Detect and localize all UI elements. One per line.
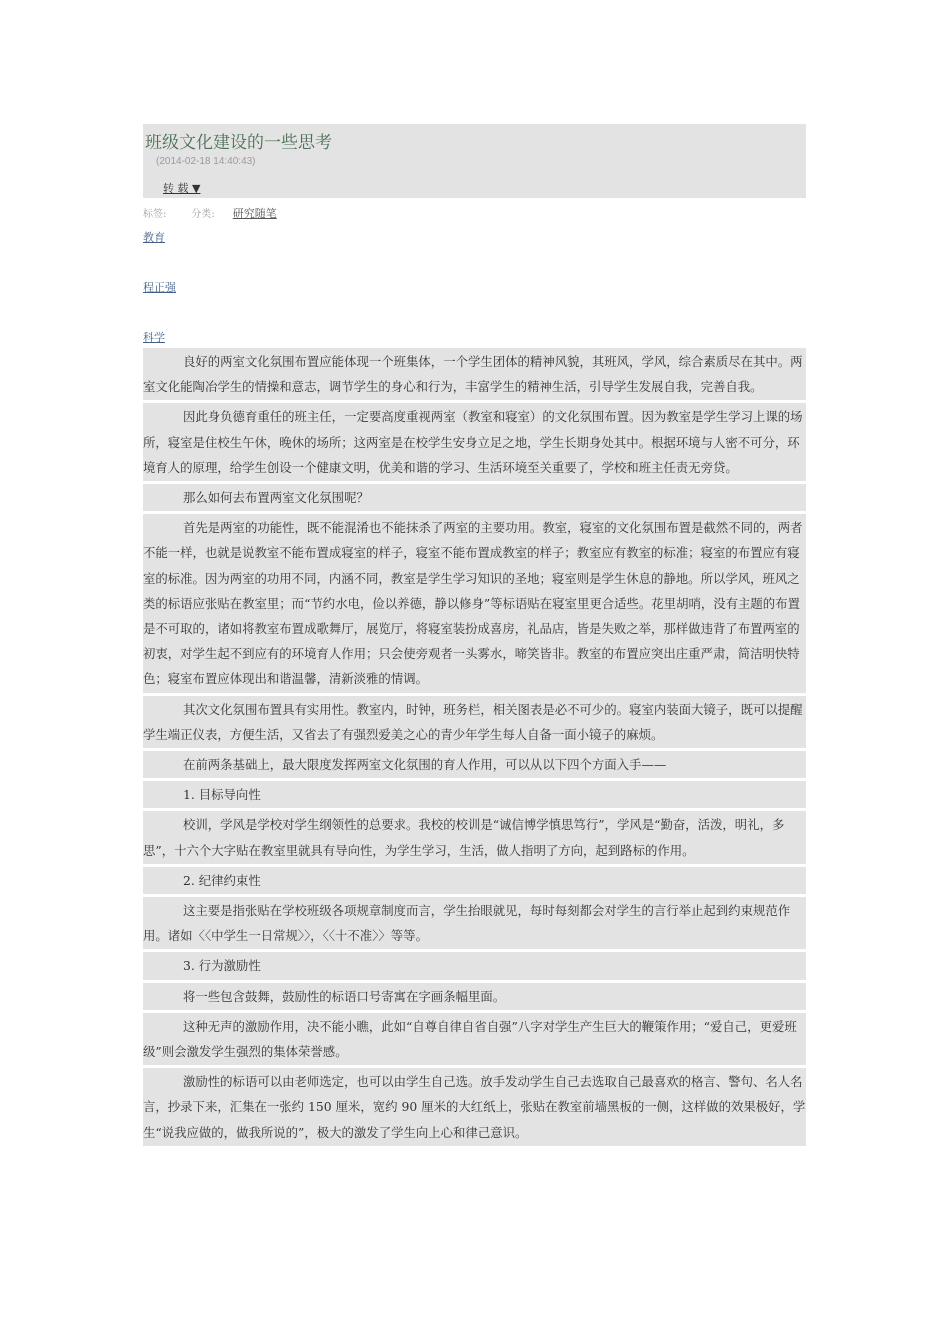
article-header xyxy=(143,124,806,198)
repost-button[interactable]: 转 载 ▼ xyxy=(163,182,201,195)
article-meta xyxy=(143,205,277,221)
tags-label: 标签: xyxy=(143,209,167,220)
paragraph: 激励性的标语可以由老师选定，也可以由学生自己选。放手发动学生自己去选取自己最喜欢的格言、警句、名人名言，抄录下来，汇集在一张约 150 厘米，宽约 90 厘米的大红纸上，张贴在教室前墙黑板的一侧，这样做的效果极好，学生“说我应做的，做我所说的”，极大的激发了学生向上心和律己意识。 xyxy=(143,1068,806,1146)
section-heading: 2. 纪律约束性 xyxy=(143,867,806,894)
paragraph: 校训，学风是学校对学生纲领性的总要求。我校的校训是“诚信博学慎思笃行”，学风是“勤奋，活泼，明礼，多思”，十六个大字贴在教室里就具有导向性，为学生学习，生活，做人指明了方向，起到路标的作用。 xyxy=(143,811,806,863)
paragraph: 因此身负德育重任的班主任，一定要高度重视两室（教室和寝室）的文化氛围布置。因为教室是学生学习上课的场所，寝室是住校生午休，晚休的场所；这两室是在校学生安身立足之地，学生长期身处其中。根据环境与人密不可分，环境育人的原理，给学生创设一个健康文明，优美和谐的学习、生活环境至关重要了，学校和班主任责无旁贷。 xyxy=(143,403,806,481)
paragraph: 良好的两室文化氛围布置应能体现一个班集体，一个学生团体的精神风貌，其班风，学风，综合素质尽在其中。两室文化能陶冶学生的情操和意志，调节学生的身心和行为，丰富学生的精神生活，引导学生发展自我，完善自我。 xyxy=(143,348,806,400)
category-label: 分类: xyxy=(191,209,215,220)
paragraph: 将一些包含鼓舞，鼓励性的标语口号寄寓在字画条幅里面。 xyxy=(143,983,806,1010)
section-heading: 1. 目标导向性 xyxy=(143,781,806,808)
article-date: (2014-02-18 14:40:43) xyxy=(156,156,256,167)
section-heading: 3. 行为激励性 xyxy=(143,952,806,979)
article-title: 班级文化建设的一些思考 xyxy=(145,133,332,153)
paragraph: 在前两条基础上，最大限度发挥两室文化氛围的育人作用，可以从以下四个方面入手—— xyxy=(143,751,806,778)
paragraph: 这种无声的激励作用，决不能小瞧，此如“自尊自律自省自强”八字对学生产生巨大的鞭策作用；“爱自己，更爱班级”则会激发学生强烈的集体荣誉感。 xyxy=(143,1013,806,1065)
paragraph: 这主要是指张贴在学校班级各项规章制度而言，学生抬眼就见，每时每刻都会对学生的言行举止起到约束规范作用。诸如〈〈中学生一日常规〉〉，〈〈十不准〉〉等等。 xyxy=(143,897,806,949)
paragraph: 那么如何去布置两室文化氛围呢？ xyxy=(143,484,806,511)
tag-link-education[interactable]: 教育 xyxy=(143,231,165,244)
paragraph: 首先是两室的功能性，既不能混淆也不能抹杀了两室的主要功用。教室，寝室的文化氛围布置是截然不同的，两者不能一样，也就是说教室不能布置成寝室的样子，寝室不能布置成教室的样子；教室应有教室的标准；寝室的布置应有寝室的标准。因为两室的功用不同，内涵不同，教室是学生学习知识的圣地；寝室则是学生休息的静地。所以学风，班风之类的标语应张贴在教室里；而“节约水电，俭以养德，静以修身”等标语贴在寝室里更合适些。花里胡哨，没有主题的布置是不可取的，诸如将教室布置成歌舞厅，展览厅，将寝室装扮成喜房，礼品店，皆是失败之举，那样做违背了布置两室的初衷，对学生起不到应有的环境育人作用；只会使旁观者一头雾水，啼笑皆非。教室的布置应突出庄重严肃，简洁明快特色；寝室布置应体现出和谐温馨，清新淡雅的情调。 xyxy=(143,514,806,692)
category-link[interactable]: 研究随笔 xyxy=(232,207,277,220)
paragraph: 其次文化氛围布置具有实用性。教室内，时钟，班务栏，相关图表是必不可少的。寝室内装面大镜子，既可以提醒学生端正仪表，方便生活，又省去了有强烈爱美之心的青少年学生每人自备一面小镜子的麻烦。 xyxy=(143,696,806,748)
article-body xyxy=(143,348,806,1149)
tag-link-science[interactable]: 科学 xyxy=(143,331,165,344)
tag-link-author[interactable]: 程正强 xyxy=(143,281,176,294)
